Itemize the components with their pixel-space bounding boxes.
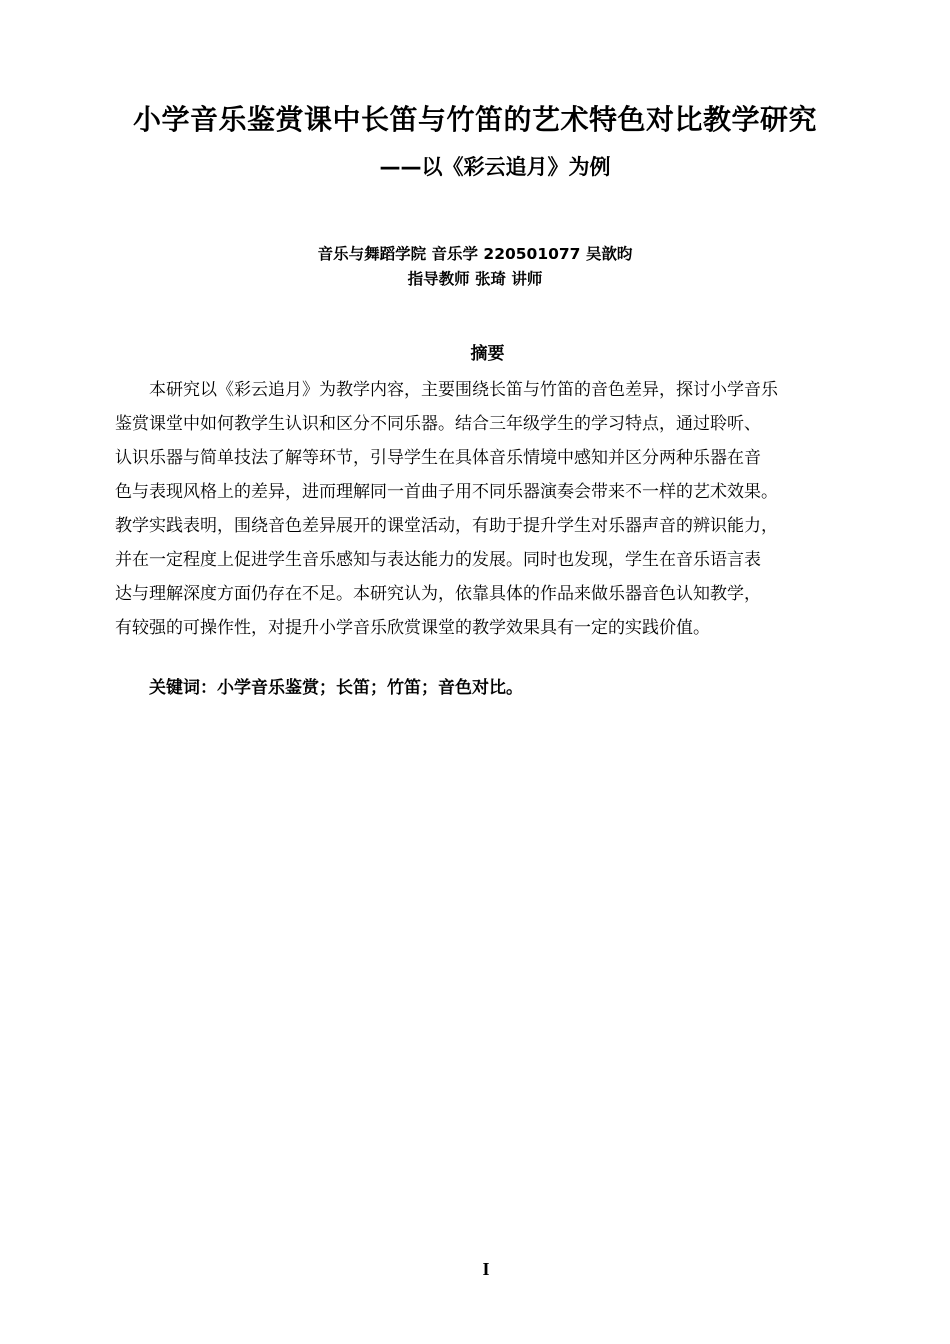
page-number: I xyxy=(482,1259,490,1279)
abstract-line: 色与表现风格上的差异，进而理解同一首曲子用不同乐器演奏会带来不一样的艺术效果。 xyxy=(115,482,778,502)
abstract-line: 达与理解深度方面仍存在不足。本研究认为，依靠具体的作品来做乐器音色认知教学， xyxy=(115,584,761,604)
paper-subtitle xyxy=(0,151,950,183)
abstract-line: 并在一定程度上促进学生音乐感知与表达能力的发展。同时也发现，学生在音乐语言表 xyxy=(115,550,761,570)
abstract-line: 本研究以《彩云追月》为教学内容，主要围绕长笛与竹笛的音色差异，探讨小学音乐 xyxy=(149,380,778,400)
abstract-line: 鉴赏课堂中如何教学生认识和区分不同乐器。结合三年级学生的学习特点，通过聆听、 xyxy=(115,414,761,434)
keywords: 关键词：小学音乐鉴赏；长笛；竹笛；音色对比。 xyxy=(149,678,523,698)
abstract-line: 认识乐器与简单技法了解等环节，引导学生在具体音乐情境中感知并区分两种乐器在音 xyxy=(115,448,761,468)
advisor-info: 指导教师 张琦 讲师 xyxy=(407,270,543,288)
abstract-line: 有较强的可操作性，对提升小学音乐欣赏课堂的教学效果具有一定的实践价值。 xyxy=(115,618,710,638)
paper-subtitle-text: ——以《彩云追月》为例 xyxy=(379,155,611,179)
paper-title: 小学音乐鉴赏课中长笛与竹笛的艺术特色对比教学研究 xyxy=(132,103,817,136)
author-info: 音乐与舞蹈学院 音乐学 220501077 吴歆昀 xyxy=(317,245,633,263)
abstract-body xyxy=(115,373,860,645)
abstract-line: 教学实践表明，围绕音色差异展开的课堂活动，有助于提升学生对乐器声音的辨识能力， xyxy=(115,516,778,536)
abstract-heading: 摘要 xyxy=(470,344,505,364)
